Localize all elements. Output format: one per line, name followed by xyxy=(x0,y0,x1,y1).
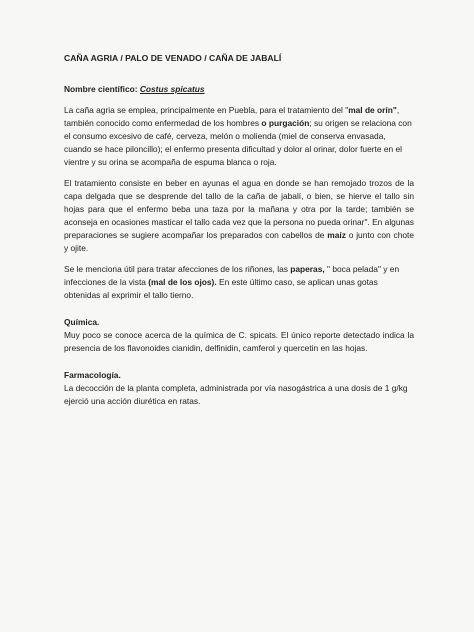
text-run: Se le menciona útil para tratar afecciones de los riñones, las xyxy=(64,264,291,274)
section-heading-farmacologia: Farmacología. xyxy=(64,370,121,380)
scientific-name-label: Nombre científico: xyxy=(64,84,140,94)
document-title: CAÑA AGRIA / PALO DE VENADO / CAÑA DE JABALÍ xyxy=(64,53,282,63)
section-text-farmacologia: La decocción de la planta completa, administrada por vía nasogástrica a una dosis de 1 g/kg ejerció una acción diurética en ratas. xyxy=(64,383,408,406)
scientific-name-line xyxy=(64,83,414,96)
text-run: , también conocido como enfermedad de los hombres xyxy=(64,105,400,128)
bold-term: paperas, xyxy=(290,264,325,274)
document-body xyxy=(64,52,414,416)
paragraph-treatment xyxy=(64,177,414,255)
section-heading-quimica: Química. xyxy=(64,317,100,327)
paragraph-uses xyxy=(64,104,414,169)
text-run: o junto con chote y ojite. xyxy=(64,230,414,253)
text-run: El tratamiento consiste en beber en ayunas el agua en donde se han remojado trozos de la capa delgada que se desprende del tallo de la caña de jabalí, o bien, se hierve el tallo sin hojas para que el enfermo beba una taza por la mañana y otra por la tarde; también se aconseja en ocasiones masticar el tallo cada vez que la persona no pueda orinar". En algunas preparaciones se sugiere acompañar los preparados con cabellos de xyxy=(64,178,414,240)
bold-term: (mal de los ojos). xyxy=(148,277,217,287)
bold-term: mal de orín" xyxy=(348,105,397,115)
text-run: La caña agria se emplea, principalmente en Puebla, para el tratamiento del " xyxy=(64,105,349,115)
bold-term: o purgación xyxy=(261,118,310,128)
paragraph-other-uses xyxy=(64,263,414,302)
section-text-quimica: Muy poco se conoce acerca de la química de C. spicats. El único reporte detectado indica la presencia de los flavonoides cianidin, delfinidin, camferol y quercetin en las hojas. xyxy=(64,330,414,353)
scientific-name: Costus spicatus xyxy=(139,84,205,94)
text-run: En este último caso, se aplican unas gotas obtenidas al exprimir el tallo tierno. xyxy=(64,277,378,300)
text-run: " boca pelada" y en infecciones de la vista xyxy=(64,264,400,287)
bold-term: maíz xyxy=(327,230,346,240)
text-run: ; su origen se relaciona con el consumo excesivo de café, cerveza, melón o molienda (miel de conserva envasada, cuando se hace piloncillo); el enfermo presenta dificultad y dolor al orinar, dolor fuerte en el vientre y su orina se acompaña de espuma blanca o roja. xyxy=(64,118,412,167)
